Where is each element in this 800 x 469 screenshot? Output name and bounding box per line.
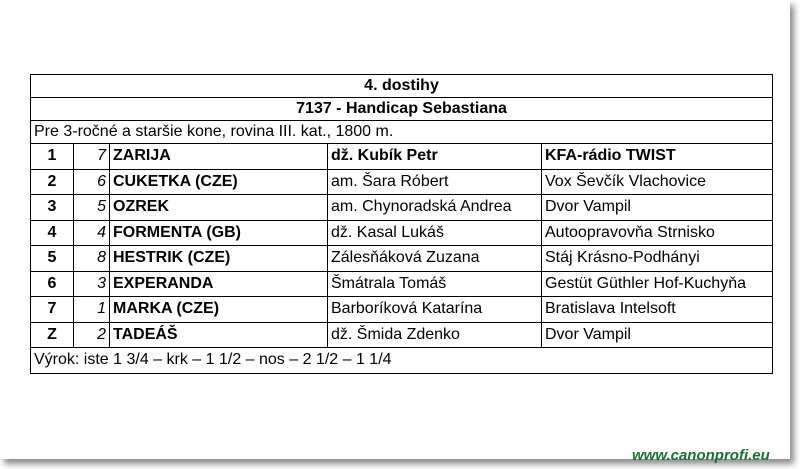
result-horse: MARKA (CZE) bbox=[110, 297, 328, 323]
result-row bbox=[31, 195, 773, 221]
result-place: 5 bbox=[31, 246, 74, 272]
result-row bbox=[31, 271, 773, 297]
result-owner: Gestüt Güthler Hof-Kuchyňa bbox=[542, 271, 773, 297]
result-number: 5 bbox=[74, 195, 110, 221]
race-conditions-row bbox=[31, 121, 773, 144]
result-horse: TADEÁŠ bbox=[110, 322, 328, 348]
result-jockey: dž. Kasal Lukáš bbox=[328, 220, 542, 246]
result-number: 1 bbox=[74, 297, 110, 323]
watermark: www.canonprofi.eu bbox=[632, 447, 770, 464]
result-jockey: Barboríková Katarína bbox=[328, 297, 542, 323]
result-place: 3 bbox=[31, 195, 74, 221]
result-number: 4 bbox=[74, 220, 110, 246]
result-place: 4 bbox=[31, 220, 74, 246]
result-jockey: Šmátrala Tomáš bbox=[328, 271, 542, 297]
result-number: 2 bbox=[74, 322, 110, 348]
race-heading: 4. dostihy bbox=[31, 75, 773, 98]
result-horse: FORMENTA (GB) bbox=[110, 220, 328, 246]
race-heading-row bbox=[31, 75, 773, 98]
result-owner: Vox Ševčík Vlachovice bbox=[542, 169, 773, 195]
result-owner: KFA-rádio TWIST bbox=[542, 144, 773, 170]
result-horse: HESTRIK (CZE) bbox=[110, 246, 328, 272]
result-row bbox=[31, 246, 773, 272]
result-owner: Autoopravovňa Strnisko bbox=[542, 220, 773, 246]
result-number: 8 bbox=[74, 246, 110, 272]
result-place: 2 bbox=[31, 169, 74, 195]
race-name-row bbox=[31, 98, 773, 121]
result-number: 6 bbox=[74, 169, 110, 195]
race-verdict: Výrok: iste 1 3/4 – krk – 1 1/2 – nos – 2 1/2 – 1 1/4 bbox=[31, 348, 773, 374]
result-row bbox=[31, 144, 773, 170]
result-jockey: am. Chynoradská Andrea bbox=[328, 195, 542, 221]
result-place: 7 bbox=[31, 297, 74, 323]
result-number: 7 bbox=[74, 144, 110, 170]
result-place: Z bbox=[31, 322, 74, 348]
result-jockey: dž. Šmida Zdenko bbox=[328, 322, 542, 348]
race-name: 7137 - Handicap Sebastiana bbox=[31, 98, 773, 121]
verdict-row bbox=[31, 348, 773, 374]
result-number: 3 bbox=[74, 271, 110, 297]
race-results-table bbox=[30, 74, 773, 374]
race-conditions: Pre 3-ročné a staršie kone, rovina III. kat., 1800 m. bbox=[31, 121, 773, 144]
result-place: 1 bbox=[31, 144, 74, 170]
result-horse: OZREK bbox=[110, 195, 328, 221]
result-owner: Stáj Krásno-Podhányi bbox=[542, 246, 773, 272]
result-jockey: am. Šara Róbert bbox=[328, 169, 542, 195]
result-owner: Dvor Vampil bbox=[542, 195, 773, 221]
result-horse: EXPERANDA bbox=[110, 271, 328, 297]
result-row bbox=[31, 169, 773, 195]
result-owner: Dvor Vampil bbox=[542, 322, 773, 348]
result-row bbox=[31, 297, 773, 323]
result-jockey: Zálesňáková Zuzana bbox=[328, 246, 542, 272]
result-owner: Bratislava Intelsoft bbox=[542, 297, 773, 323]
result-place: 6 bbox=[31, 271, 74, 297]
result-horse: ZARIJA bbox=[110, 144, 328, 170]
result-row bbox=[31, 220, 773, 246]
result-horse: CUKETKA (CZE) bbox=[110, 169, 328, 195]
result-jockey: dž. Kubík Petr bbox=[328, 144, 542, 170]
result-row bbox=[31, 322, 773, 348]
